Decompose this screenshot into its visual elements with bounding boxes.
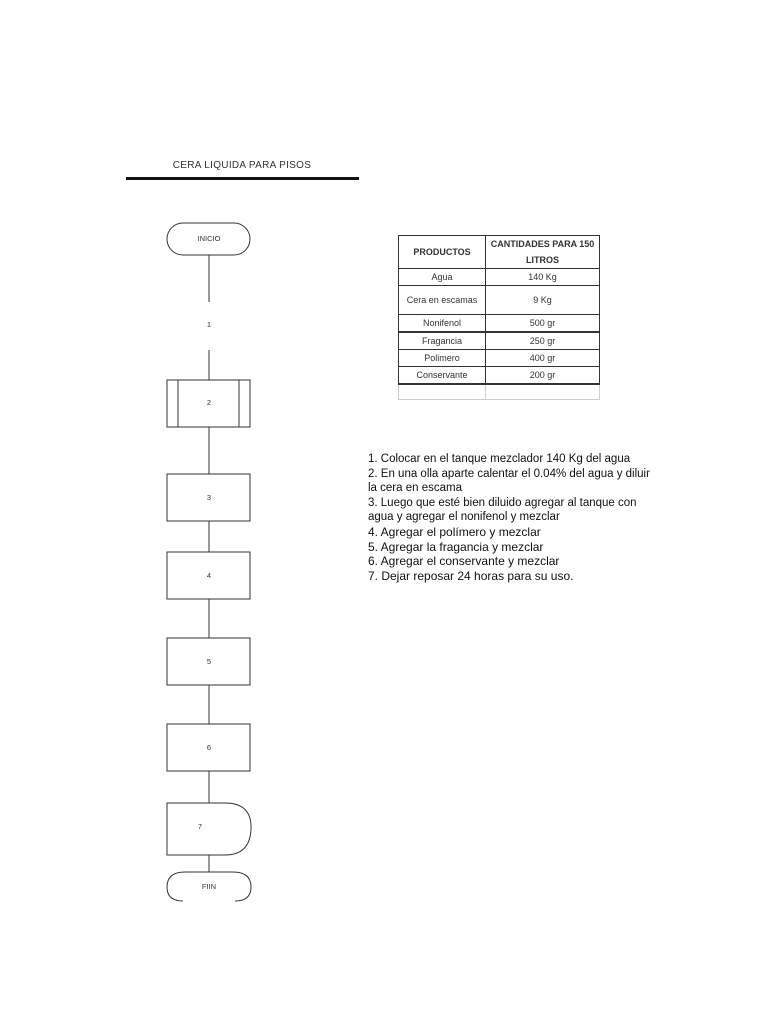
product-quantity: 140 Kg — [486, 269, 600, 286]
products-table — [398, 235, 600, 400]
product-name: Nonifenol — [399, 315, 486, 333]
empty-cell — [399, 384, 486, 400]
instruction-item: 3. Luego que esté bien diluido agregar al tanque con agua y agregar el nonifenol y mezclar — [368, 496, 640, 524]
table-header-quantities: CANTIDADES PARA 150 LITROS — [486, 236, 600, 269]
product-quantity: 500 gr — [486, 315, 600, 333]
product-quantity: 200 gr — [486, 367, 600, 385]
product-name: Agua — [399, 269, 486, 286]
product-name: Conservante — [399, 367, 486, 385]
step-7-label: 7 — [197, 822, 203, 831]
table-row — [399, 269, 600, 286]
product-quantity: 250 gr — [486, 332, 600, 350]
instructions-list — [368, 452, 658, 583]
product-name: Cera en escamas — [399, 286, 486, 315]
table-row — [399, 286, 600, 315]
step-5-label: 5 — [206, 657, 212, 666]
instruction-item: 4. Agregar el polímero y mezclar — [368, 524, 541, 539]
step-2-label: 2 — [206, 398, 212, 407]
instruction-item: 5. Agregar la fragancia y mezclar — [368, 539, 544, 554]
instruction-item: 1. Colocar en el tanque mezclador 140 Kg del agua — [368, 453, 631, 465]
start-label: INICIO — [197, 234, 221, 243]
empty-cell — [486, 384, 600, 400]
step-3-label: 3 — [206, 493, 212, 502]
product-name: Polimero — [399, 350, 486, 367]
step-4-label: 4 — [206, 571, 212, 580]
step-6-label: 6 — [206, 743, 212, 752]
table-header-row — [399, 236, 600, 269]
product-quantity: 400 gr — [486, 350, 600, 367]
page-title: CERA LIQUIDA PARA PISOS — [172, 160, 312, 171]
end-label: FIIN — [201, 882, 217, 891]
product-quantity: 9 Kg — [486, 286, 600, 315]
table-empty-row — [399, 384, 600, 400]
instruction-item: 6. Agregar el conservante y mezclar — [368, 554, 560, 569]
instruction-item: 2. En una olla aparte calentar el 0.04% del agua y diluir la cera en escama — [368, 467, 654, 495]
table-row — [399, 332, 600, 350]
step-1-label: 1 — [206, 320, 212, 329]
table-header-products: PRODUCTOS — [399, 236, 486, 269]
table-row — [399, 315, 600, 333]
instruction-item: 7. Dejar reposar 24 horas para su uso. — [368, 568, 574, 583]
table-row — [399, 350, 600, 367]
table-row — [399, 367, 600, 385]
product-name: Fragancia — [399, 332, 486, 350]
